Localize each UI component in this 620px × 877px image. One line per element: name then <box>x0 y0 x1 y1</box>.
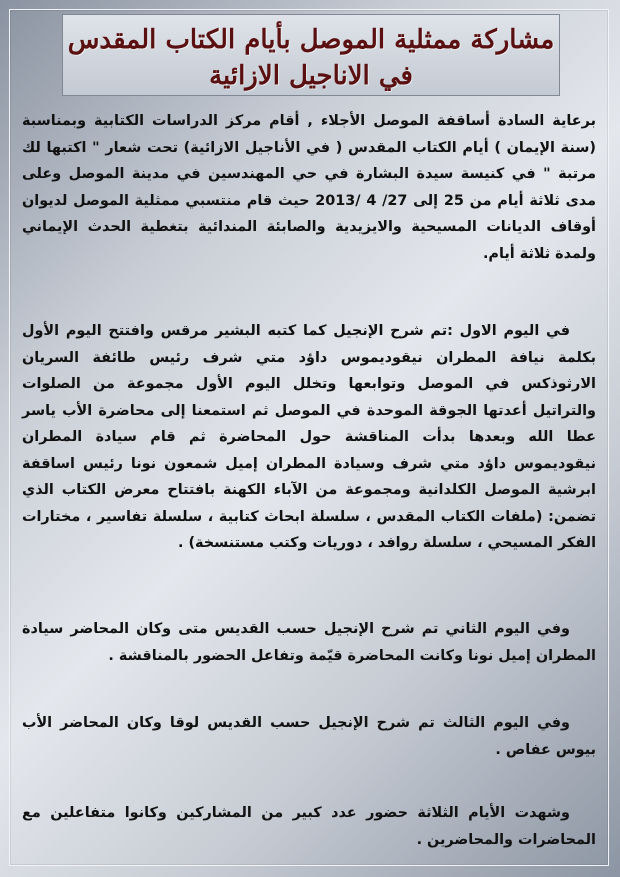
paragraph-intro <box>22 108 596 267</box>
paragraph-day-three-text: وفي اليوم الثالث تم شرح الإنجيل حسب القديس لوقا وكان المحاضر الأب بيوس عفاص . <box>22 715 596 758</box>
paragraph-closing-text: وشهدت الأيام الثلاثة حضور عدد كبير من المشاركين وكانوا متفاعلين مع المحاضرات والمحاضرين . <box>22 805 596 848</box>
title-line-1: مشاركة ممثلية الموصل بأيام الكتاب المقدس <box>67 25 555 55</box>
paragraph-closing <box>22 800 596 853</box>
title-box <box>62 14 560 96</box>
paragraph-intro-text: برعاية السادة أساقفة الموصل الأجلاء , أقام مركز الدراسات الكتابية وبمناسبة (سنة الإيمان ) أيام الكتاب المقدس ( في الأناجيل الازائية) تحت شعار " اكتبها لك مرتبة " في كنيسة سيدة البشارة في حي المهندسين في مدينة الموصل وعلى مدى ثلاثة أيام من 25 إلى 27/ 4 /2013 حيث قام منتسبي ممثلية الموصل لديوان أوقاف الديانات المسيحية والايزيدية والصابئة المندائية بتغطية الحدث الإيماني ولمدة ثلاثة أيام. <box>22 113 596 262</box>
paragraph-day-three <box>22 710 596 763</box>
paragraph-day-one <box>22 318 596 557</box>
title-line-2: في الاناجيل الازائية <box>209 61 413 91</box>
paragraph-day-one-text: في اليوم الاول :تم شرح الإنجيل كما كتبه البشير مرقس وافتتح اليوم الأول بكلمة نيافة المطران نيقوديموس داؤد متي شرف رئيس طائفة السريان الارثوذكس في الموصل وتوابعها وتخلل اليوم الأول مجموعة من الصلوات والتراتيل أعدتها الجوقة الموحدة في الموصل ثم استمعنا إلى محاضرة الأب ياسر عطا الله وبعدها بدأت المناقشة حول المحاضرة ثم قام سيادة المطران نيقوديموس داؤد متي شرف وسيادة المطران إميل شمعون نونا رئيس اساقفة ابرشية الموصل الكلدانية ومجموعة من الآباء الكهنة بافتتاح معرض الكتاب الذي تضمن: (ملفات الكتاب المقدس ، سلسلة ابحاث كتابية ، سلسلة تفاسير ، مختارات الفكر المسيحي ، سلسلة روافد ، دوريات وكتب مستنسخة) . <box>22 323 596 551</box>
paragraph-day-two-text: وفي اليوم الثاني تم شرح الإنجيل حسب القديس متى وكان المحاضر سيادة المطران إميل نونا وكانت المحاضرة قيّمة وتفاعل الحضور بالمناقشة . <box>22 621 596 664</box>
paragraph-day-two <box>22 616 596 669</box>
